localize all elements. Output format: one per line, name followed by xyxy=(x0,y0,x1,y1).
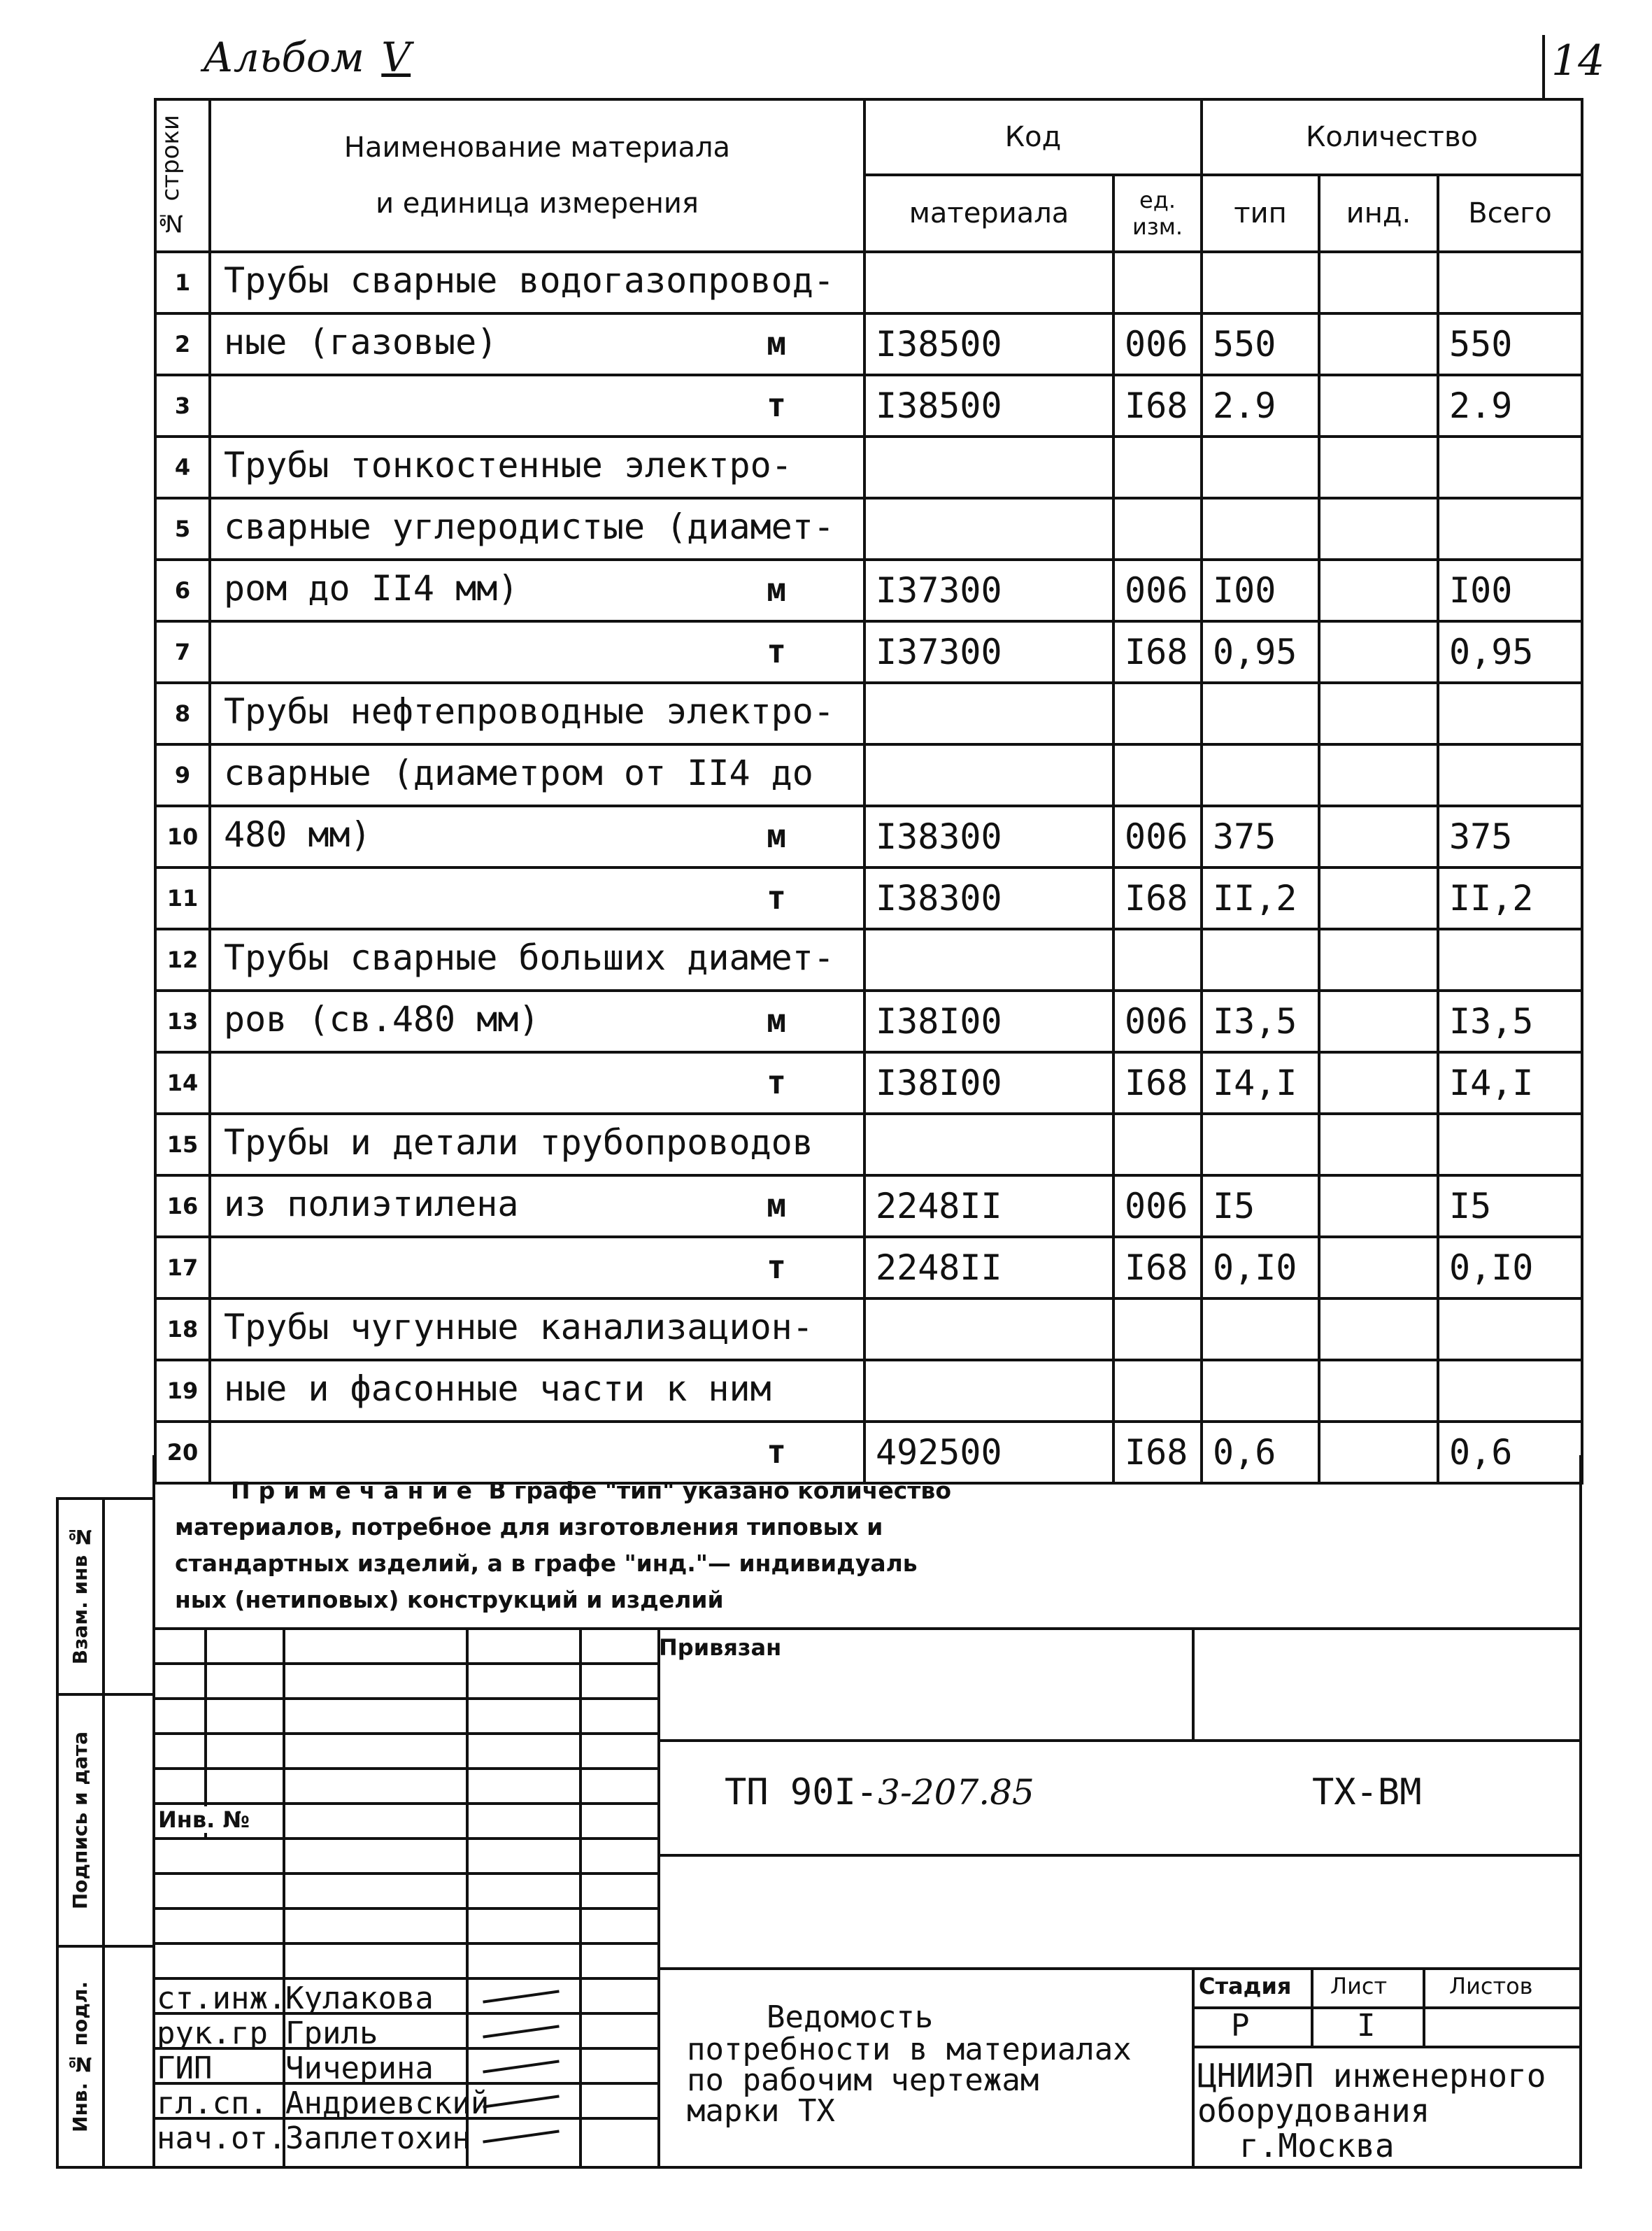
qty-ind xyxy=(1319,806,1438,867)
table-row xyxy=(155,313,1582,375)
doc-mark: ТХ-ВМ xyxy=(1312,1771,1422,1813)
material-code: I37300 xyxy=(864,621,1113,683)
unit-code xyxy=(1113,1298,1202,1360)
material-unit: м xyxy=(767,1002,786,1040)
qty-total: 375 xyxy=(1438,806,1582,867)
row-number: 1 xyxy=(155,252,210,313)
material-code xyxy=(864,929,1113,991)
material-unit: м xyxy=(767,571,786,609)
table-row xyxy=(155,437,1582,498)
sheet-label: Лист xyxy=(1330,1973,1388,1999)
qty-ind xyxy=(1319,744,1438,806)
material-unit: т xyxy=(767,386,786,424)
frame-right-line xyxy=(1579,1455,1582,2169)
qty-type xyxy=(1202,683,1319,744)
material-code: 2248II xyxy=(864,1237,1113,1298)
qty-type: I4,I xyxy=(1202,1052,1319,1114)
row-number: 20 xyxy=(155,1422,210,1483)
material-name: 480 мм) xyxy=(224,814,371,855)
qty-ind xyxy=(1319,1237,1438,1298)
grid-h-8 xyxy=(152,1907,657,1910)
qty-ind xyxy=(1319,929,1438,991)
stamp-stage-line-2 xyxy=(1192,2046,1582,2048)
material-name: Трубы нефтепроводные электро- xyxy=(224,691,834,732)
material-name-cell xyxy=(210,806,864,867)
unit-code: 006 xyxy=(1113,560,1202,621)
note-line-3: стандартных изделий, а в графе "инд."— индивидуаль xyxy=(175,1550,918,1577)
qty-ind xyxy=(1319,560,1438,621)
qty-type: II,2 xyxy=(1202,867,1319,929)
table-row xyxy=(155,560,1582,621)
material-unit: т xyxy=(767,879,786,916)
material-name: ные (газовые) xyxy=(224,322,498,362)
stamp-line-c xyxy=(657,1967,1582,1970)
grid-h-10 xyxy=(152,1977,657,1980)
qty-ind xyxy=(1319,683,1438,744)
table-row xyxy=(155,1114,1582,1175)
qty-type: 550 xyxy=(1202,313,1319,375)
material-name-cell xyxy=(210,252,864,313)
table-row xyxy=(155,929,1582,991)
qty-total: 0,I0 xyxy=(1438,1237,1582,1298)
material-name: Трубы тонкостенные электро- xyxy=(224,445,792,486)
staff-role: рук.гр xyxy=(157,2016,268,2051)
qty-ind xyxy=(1319,1052,1438,1114)
stamp-line-a xyxy=(657,1739,1582,1742)
table-row xyxy=(155,1237,1582,1298)
col-quantity-header: Количество xyxy=(1202,99,1582,175)
qty-type: 0,6 xyxy=(1202,1422,1319,1483)
staff-role: ст.инж. xyxy=(157,1981,287,2016)
material-code xyxy=(864,437,1113,498)
doc-code: ТП 90I-3-207.85 xyxy=(725,1771,1034,1813)
qty-total xyxy=(1438,929,1582,991)
grid-h-9 xyxy=(152,1942,657,1945)
qty-ind xyxy=(1319,437,1438,498)
grid-h-2 xyxy=(152,1697,657,1700)
row-number: 6 xyxy=(155,560,210,621)
material-name-cell xyxy=(210,437,864,498)
material-name: из полиэтилена xyxy=(224,1184,519,1224)
org-line-1: ЦНИИЭП инженерного xyxy=(1197,2057,1546,2095)
material-code xyxy=(864,1298,1113,1360)
privyazan-label: Привязан xyxy=(659,1634,782,1661)
table-row xyxy=(155,375,1582,437)
qty-total xyxy=(1438,252,1582,313)
qty-ind xyxy=(1319,313,1438,375)
sub-unit-header: ед. изм. xyxy=(1113,175,1202,252)
note-block xyxy=(175,1473,1504,1618)
unit-code xyxy=(1113,1360,1202,1422)
qty-total xyxy=(1438,1114,1582,1175)
material-name-cell xyxy=(210,1237,864,1298)
stamp-line-b xyxy=(657,1854,1582,1857)
materials-table xyxy=(154,98,1583,1485)
qty-type xyxy=(1202,744,1319,806)
margin-podpis: Подпись и дата xyxy=(68,1731,92,1910)
table-row xyxy=(155,1175,1582,1237)
material-code xyxy=(864,1114,1113,1175)
material-name: ром до II4 мм) xyxy=(224,568,519,609)
row-number: 16 xyxy=(155,1175,210,1237)
row-number: 17 xyxy=(155,1237,210,1298)
qty-ind xyxy=(1319,621,1438,683)
qty-ind xyxy=(1319,1360,1438,1422)
qty-total: 0,6 xyxy=(1438,1422,1582,1483)
grid-h-3 xyxy=(152,1732,657,1735)
row-number: 8 xyxy=(155,683,210,744)
material-name-cell xyxy=(210,683,864,744)
note-title: Примечание xyxy=(231,1477,480,1504)
row-number: 19 xyxy=(155,1360,210,1422)
unit-code xyxy=(1113,437,1202,498)
sub-material-header: материала xyxy=(864,175,1113,252)
title-line-1: Ведомость xyxy=(767,1999,934,2035)
table-row xyxy=(155,1360,1582,1422)
signature-mark xyxy=(483,2130,559,2143)
qty-ind xyxy=(1319,1298,1438,1360)
material-unit: т xyxy=(767,1433,786,1471)
qty-total xyxy=(1438,1360,1582,1422)
table-row xyxy=(155,1052,1582,1114)
stamp-privyazan-divider xyxy=(1192,1627,1195,1739)
table-row xyxy=(155,867,1582,929)
qty-total: 2.9 xyxy=(1438,375,1582,437)
sheet-value: I xyxy=(1357,2008,1376,2044)
material-name-cell xyxy=(210,1052,864,1114)
unit-code: I68 xyxy=(1113,1422,1202,1483)
qty-type xyxy=(1202,498,1319,560)
signature-mark xyxy=(483,2025,559,2038)
material-unit: т xyxy=(767,632,786,670)
material-code xyxy=(864,683,1113,744)
material-name: Трубы и детали трубопроводов xyxy=(224,1122,813,1163)
inv-number-label: Инв. № xyxy=(158,1806,254,1833)
material-name-cell xyxy=(210,313,864,375)
row-number: 10 xyxy=(155,806,210,867)
row-number: 4 xyxy=(155,437,210,498)
material-name-cell xyxy=(210,867,864,929)
row-number: 2 xyxy=(155,313,210,375)
margin-inv-podl: Инв. № подл. xyxy=(68,1981,92,2132)
row-number: 18 xyxy=(155,1298,210,1360)
org-line-3: г.Москва xyxy=(1239,2127,1395,2165)
qty-type xyxy=(1202,1298,1319,1360)
material-name: Трубы чугунные канализацион- xyxy=(224,1307,813,1347)
page-number: 14 xyxy=(1551,36,1605,85)
qty-total: I4,I xyxy=(1438,1052,1582,1114)
qty-ind xyxy=(1319,867,1438,929)
material-name-cell xyxy=(210,498,864,560)
row-number: 3 xyxy=(155,375,210,437)
note-line-4: ных (нетиповых) конструкций и изделий xyxy=(175,1586,724,1613)
unit-code xyxy=(1113,1114,1202,1175)
col-name-header: Наименование материала и единица измерения xyxy=(210,99,864,252)
stamp-stage-div-1 xyxy=(1311,1967,1313,2046)
col-row-number-header: № строки xyxy=(155,99,210,252)
staff-role: нач.от. xyxy=(157,2120,287,2156)
unit-code: 006 xyxy=(1113,313,1202,375)
qty-total: I3,5 xyxy=(1438,991,1582,1052)
margin-mid-line xyxy=(102,1497,105,2169)
qty-total: 550 xyxy=(1438,313,1582,375)
table-row xyxy=(155,252,1582,313)
stage-value: Р xyxy=(1231,2008,1250,2044)
material-unit: т xyxy=(767,1248,786,1286)
qty-ind xyxy=(1319,1175,1438,1237)
stage-label: Стадия xyxy=(1199,1973,1292,1999)
row-number: 5 xyxy=(155,498,210,560)
material-code: 492500 xyxy=(864,1422,1113,1483)
staff-name: Чичерина xyxy=(285,2051,434,2086)
qty-ind xyxy=(1319,1114,1438,1175)
row-number: 11 xyxy=(155,867,210,929)
title-line-3: по рабочим чертежам xyxy=(687,2062,1039,2098)
row-number: 13 xyxy=(155,991,210,1052)
staff-role: ГИП xyxy=(157,2051,213,2086)
qty-total xyxy=(1438,437,1582,498)
qty-type: I3,5 xyxy=(1202,991,1319,1052)
staff-name: Заплетохин xyxy=(285,2120,471,2156)
material-code xyxy=(864,498,1113,560)
unit-code xyxy=(1113,252,1202,313)
note-line-2: материалов, потребное для изготовления типовых и xyxy=(175,1513,883,1541)
table-row xyxy=(155,683,1582,744)
grid-h-1 xyxy=(152,1662,657,1665)
material-name-cell xyxy=(210,1175,864,1237)
qty-total: II,2 xyxy=(1438,867,1582,929)
stamp-org-divider xyxy=(1192,1967,1195,2167)
unit-code xyxy=(1113,498,1202,560)
qty-type: 375 xyxy=(1202,806,1319,867)
material-name-cell xyxy=(210,375,864,437)
staff-name: Гриль xyxy=(285,2016,378,2051)
material-name: ные и фасонные части к ним xyxy=(224,1368,771,1409)
qty-total: I5 xyxy=(1438,1175,1582,1237)
sub-ind-header: инд. xyxy=(1319,175,1438,252)
qty-total xyxy=(1438,683,1582,744)
page-number-divider xyxy=(1542,35,1545,98)
row-number: 9 xyxy=(155,744,210,806)
material-unit: м xyxy=(767,325,786,362)
unit-code xyxy=(1113,929,1202,991)
material-code: I38300 xyxy=(864,806,1113,867)
material-name-cell xyxy=(210,744,864,806)
material-name-cell xyxy=(210,560,864,621)
doc-code-handwritten: 3-207.85 xyxy=(878,1772,1034,1813)
qty-type: I5 xyxy=(1202,1175,1319,1237)
unit-code: I68 xyxy=(1113,1237,1202,1298)
sheets-label: Листов xyxy=(1449,1973,1533,1999)
material-unit: м xyxy=(767,817,786,855)
qty-total xyxy=(1438,498,1582,560)
qty-ind xyxy=(1319,252,1438,313)
qty-ind xyxy=(1319,991,1438,1052)
org-line-2: оборудования xyxy=(1197,2092,1430,2130)
material-code: I38I00 xyxy=(864,991,1113,1052)
qty-total: I00 xyxy=(1438,560,1582,621)
table-row xyxy=(155,806,1582,867)
qty-total xyxy=(1438,744,1582,806)
signature-mark xyxy=(483,2095,559,2108)
staff-name: Андриевский xyxy=(285,2085,490,2121)
qty-total xyxy=(1438,1298,1582,1360)
note-line-1: В графе "тип" указано количество xyxy=(488,1477,951,1504)
unit-code: I68 xyxy=(1113,375,1202,437)
qty-type xyxy=(1202,1360,1319,1422)
material-code: I38I00 xyxy=(864,1052,1113,1114)
material-code: I38500 xyxy=(864,375,1113,437)
material-name: Трубы сварные водогазопровод- xyxy=(224,260,834,301)
grid-h-6 xyxy=(152,1837,657,1840)
qty-type: I00 xyxy=(1202,560,1319,621)
material-name-cell xyxy=(210,929,864,991)
sub-type-header: тип xyxy=(1202,175,1319,252)
table-row xyxy=(155,621,1582,683)
material-unit: м xyxy=(767,1187,786,1224)
unit-code xyxy=(1113,744,1202,806)
material-unit: т xyxy=(767,1063,786,1101)
grid-v-4 xyxy=(579,1627,582,2167)
material-code: 2248II xyxy=(864,1175,1113,1237)
material-name: ров (св.480 мм) xyxy=(224,999,540,1040)
qty-type xyxy=(1202,929,1319,991)
stamp-divider xyxy=(657,1627,660,2167)
stamp-stage-line-1 xyxy=(1192,2006,1582,2009)
title-line-2: потребности в материалах xyxy=(687,2032,1132,2067)
qty-type: 2.9 xyxy=(1202,375,1319,437)
table-row xyxy=(155,498,1582,560)
signature-mark xyxy=(483,1990,559,2003)
qty-type xyxy=(1202,437,1319,498)
unit-code: I68 xyxy=(1113,621,1202,683)
material-name-cell xyxy=(210,991,864,1052)
table-row xyxy=(155,1298,1582,1360)
unit-code: 006 xyxy=(1113,806,1202,867)
frame-left-line xyxy=(152,1455,155,2169)
title-line-4: марки ТХ xyxy=(687,2093,835,2129)
staff-role: гл.сп. xyxy=(157,2085,268,2121)
material-code: I38500 xyxy=(864,313,1113,375)
qty-type xyxy=(1202,1114,1319,1175)
col-code-header: Код xyxy=(864,99,1202,175)
unit-code: I68 xyxy=(1113,1052,1202,1114)
row-number: 14 xyxy=(155,1052,210,1114)
qty-type: 0,95 xyxy=(1202,621,1319,683)
row-number: 15 xyxy=(155,1114,210,1175)
qty-type: 0,I0 xyxy=(1202,1237,1319,1298)
material-code xyxy=(864,744,1113,806)
qty-ind xyxy=(1319,375,1438,437)
grid-h-7 xyxy=(152,1872,657,1875)
grid-h-4 xyxy=(152,1767,657,1770)
stamp-top-line xyxy=(152,1627,1582,1630)
unit-code: 006 xyxy=(1113,991,1202,1052)
qty-total: 0,95 xyxy=(1438,621,1582,683)
material-name-cell xyxy=(210,621,864,683)
material-name: сварные углеродистые (диамет- xyxy=(224,507,834,547)
table-row xyxy=(155,744,1582,806)
margin-vzam: Взам. инв № xyxy=(68,1525,92,1665)
unit-code: I68 xyxy=(1113,867,1202,929)
qty-ind xyxy=(1319,498,1438,560)
qty-type xyxy=(1202,252,1319,313)
table-row xyxy=(155,991,1582,1052)
material-name-cell xyxy=(210,1298,864,1360)
row-number: 7 xyxy=(155,621,210,683)
sub-total-header: Всего xyxy=(1438,175,1582,252)
unit-code: 006 xyxy=(1113,1175,1202,1237)
album-number: V xyxy=(381,34,411,81)
material-name: Трубы сварные больших диамет- xyxy=(224,937,834,978)
staff-name: Кулакова xyxy=(285,1981,434,2016)
grid-h-5 xyxy=(152,1802,657,1805)
material-code xyxy=(864,1360,1113,1422)
stamp-stage-div-2 xyxy=(1423,1967,1425,2046)
material-code xyxy=(864,252,1113,313)
material-name: сварные (диаметром от II4 до xyxy=(224,753,813,793)
material-name-cell xyxy=(210,1114,864,1175)
signature-mark xyxy=(483,2060,559,2073)
material-name-cell xyxy=(210,1360,864,1422)
album-label: Альбом V xyxy=(203,34,411,81)
unit-code xyxy=(1113,683,1202,744)
row-number: 12 xyxy=(155,929,210,991)
material-code: I37300 xyxy=(864,560,1113,621)
material-code: I38300 xyxy=(864,867,1113,929)
